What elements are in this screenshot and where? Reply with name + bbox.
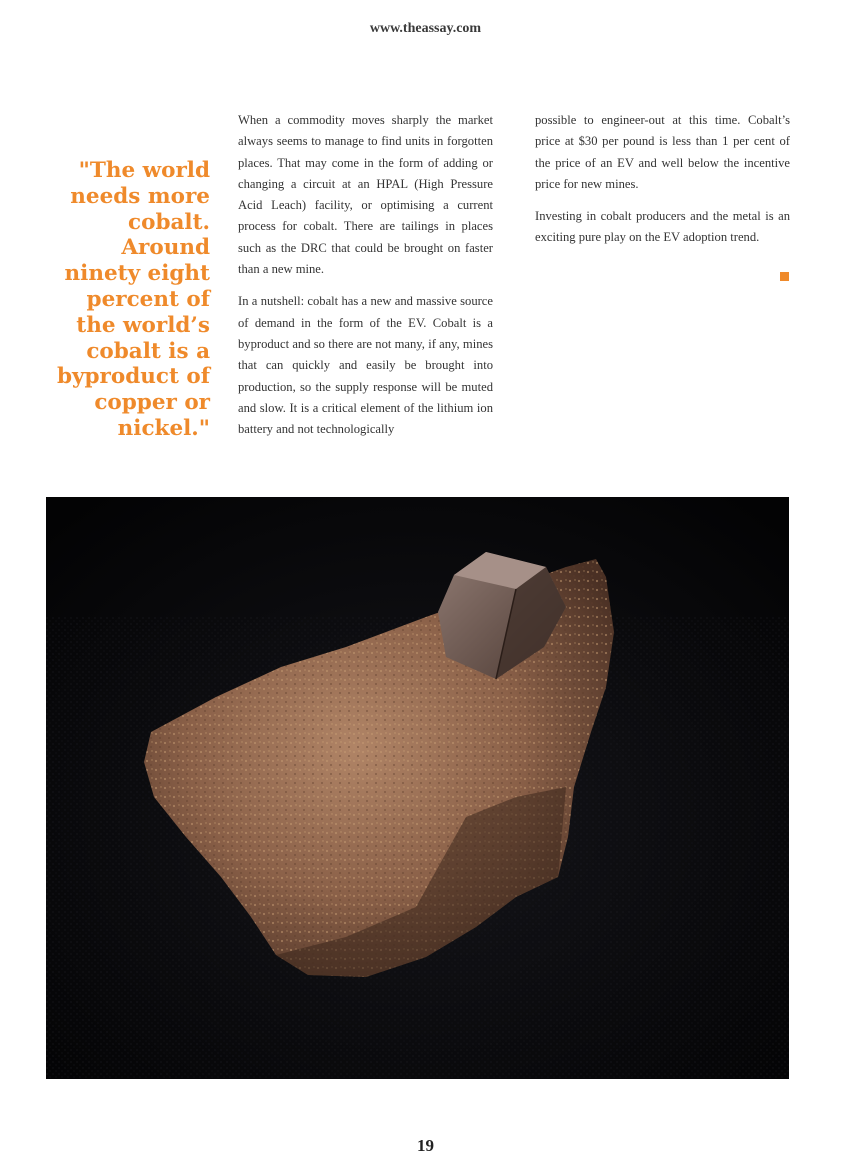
article-column-2 xyxy=(535,110,790,260)
site-url: www.theassay.com xyxy=(369,21,482,36)
paragraph: Investing in cobalt producers and the metal is an exciting pure play on the EV adoption trend. xyxy=(535,209,790,245)
paragraph: In a nutshell: cobalt has a new and massive source of demand in the form of the EV. Cobalt is a byproduct and so there are not many, if any, mines that can quickly and easily be brought into production, so the supply response will be muted and slow. It is a critical element of the lithium ion battery and not technologically xyxy=(238,294,493,437)
pull-quote: "The world needs more cobalt. Around ninety eight percent of the world’s cobalt is a byproduct of copper or nickel." xyxy=(57,158,210,441)
cobalt-ore-photo xyxy=(46,497,789,1079)
paragraph: possible to engineer-out at this time. Cobalt’s price at $30 per pound is less than 1 per cent of the price of an EV and well below the incentive price for new mines. xyxy=(535,113,790,191)
end-of-article-square-icon xyxy=(780,272,789,281)
paragraph: When a commodity moves sharply the market always seems to manage to find units in forgotten places. That may come in the form of adding or changing a circuit at an HPAL (High Pressure Acid Leach) facility, or optimising a current process for cobalt. There are tailings in places such as the DRC that could be brought on faster than a new mine. xyxy=(238,113,493,277)
article-column-1 xyxy=(238,110,493,451)
page-number: 19 xyxy=(417,1136,434,1155)
